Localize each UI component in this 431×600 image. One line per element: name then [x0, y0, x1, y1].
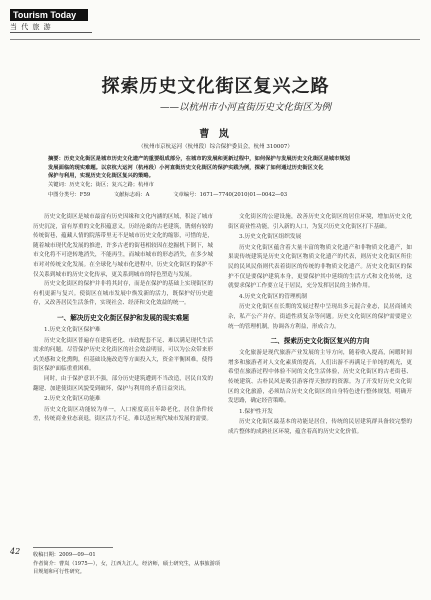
body-paragraph: 历史文化街区是城市最富有历史因缘和文化内涵的区域，积淀了城市历史沉淀，富有厚重的文化积蕴意义。历经沧桑的古老建筑，镌刻有较的传统街巷，蕴藏人情的院落带里无不是城市历史文化的缩影，可惜的是，随着城市现代化发展的推进，许多古老的街巷相较因在挖掘机下倒下，城市文化将不可逆转地消失，不能再生，而城市城市的形态消失，在多少城市对对传统文化发展。在全球化与城市化进程中，历史文化街区的保护不仅关系到城市的历史文化传承，更关系到城市的特色塑造与发展。 — [33, 214, 213, 278]
document-code: 文献标志码：A — [113, 192, 150, 198]
body-paragraph: 历史文化街区功能较为单一，人口密度高且年龄老化，居住条件较差，传统商业业态衰退，街区活力不足，难以适应现代城市发展的需要。 — [33, 406, 213, 423]
footnote-rule — [33, 547, 113, 548]
body-paragraph: 历史文化街区普遍存在建筑老化、市政配套不足、难以满足现代生活需求的问题。尽管保护历史文化街区的社会效益明显，可以为公众带来形式美感和文化熏陶，但基础设施改造等方面投入大，资金平衡困难，使得街区保护面临重重困难。 — [33, 337, 213, 373]
article-meta — [48, 191, 382, 200]
page-number: 42 — [10, 547, 21, 556]
article-title: 探索历史文化街区复兴之路 — [101, 76, 330, 97]
author-name: 曹 岚 — [199, 129, 232, 140]
body-paragraph: 文化街区的公建设施，改善历史文化街区的居住环境，增加历史文化街区商业性功能，引入新的人口，为复兴历史文化街区打下基础。 — [228, 214, 412, 230]
clc-number: 中图分类号：F59 — [48, 192, 91, 198]
page-header — [0, 0, 431, 48]
author-affiliation: （杭州市京杭运河（杭州段）综合保护委员会，杭州 310007） — [138, 144, 293, 150]
section-heading: 一、解决历史文化街区保护和发展的现实难题 — [57, 313, 189, 322]
abstract-line: 保护与利用，实现历史文化街区复兴的策略。 — [48, 173, 154, 179]
body-paragraph: 历史文化街区在长期的发展过程中呈现出多元混合业态，民居商铺夹杂，私产公产并存，街道性质复杂等问题。历史文化街区的保护需要建立统一的管理机制，协调各方利益，形成合力。 — [228, 304, 412, 330]
keywords: 关键词：历史文化；街区；复兴之路；杭州市 — [48, 182, 154, 188]
abstract — [48, 155, 382, 181]
section-heading: 2.历史文化街区功能难 — [44, 396, 101, 403]
body-paragraph: 同时，由于保护意识不强，部分历史建筑遭到不当改造，居民自发的翻建、加建使街区风貌受到破坏，保护与利用的矛盾日益突出。 — [33, 375, 213, 392]
abstract-line: 摘要：历史文化街区是城市历史文化遗产的重要组成部分，在城市的发展和更新过程中，如何保护与发展历史文化街区是城市规划 — [48, 156, 350, 162]
body-paragraph: 历史文化街区的保护并非将其封存，而是在保护的基础上实现街区的有机更新与复兴。使街区在城市发展中焕发新的活力，既保护好历史遗存，又改善居民生活条件，实现社会、经济和文化效益的统一。 — [33, 281, 213, 307]
header-rule — [10, 39, 420, 40]
article-subtitle: ——以杭州市小河直街历史文化街区为例 — [159, 102, 331, 113]
section-heading: 3.历史文化街区组织发展 — [239, 234, 302, 241]
received-date: 收稿日期：2009—09—01 — [33, 552, 96, 558]
body-column-right — [228, 213, 412, 575]
section-heading: 4.历史文化街区的管理机制 — [239, 293, 307, 300]
body-column-left — [33, 213, 213, 535]
footnotes — [33, 551, 223, 577]
section-heading: 1.保护性开发 — [239, 408, 273, 415]
body-paragraph: 文化旅游是现代旅游产业发展的主导方向，随着收入提高，闲暇时间增多和旅游者对人文化素质的提高，人们出游不再满足于单纯的观光，更希望在旅游过程中体验不同的文化生活体验，历史文化街区的古老街巷、传统建筑、古朴民风是吸引游客得天独厚的资源。为了开发好历史文化街区的文化旅游，必须结合历史文化街区的自身特色进行整体规划，明确开发思路，确定经营策略。 — [228, 350, 412, 405]
body-paragraph: 历史文化街区最基本的功能是居住，传统的民居建筑群具备较完整的成片整体的成熟社区环境，蕴含着高的历史文化价值。 — [228, 419, 412, 435]
section-heading: 二、探索历史文化街区复兴的方向 — [270, 337, 370, 346]
body-paragraph: 历史文化街区蕴含着大量丰富的物质文化遗产和非物质文化遗产，如果说传统建筑是历史文化街区物质文化遗产的代表，则历史文化街区所住民的民风民俗则代表着街区的传统的非物质文化遗产。历史文化街区的保护不仅是要保护建筑本身，更要保护其中延续的生活方式和文化传统，这就要求保护工作要立足于居民，充分发挥居民的主体作用。 — [228, 244, 412, 290]
journal-brand-chinese: 当 代 旅 游 — [10, 22, 92, 33]
section-heading: 1.历史文化街区保护难 — [44, 326, 101, 333]
journal-brand: Tourism Today — [10, 9, 88, 21]
author-bio: 作者简介：曹岚（1975—），女，江西九江人，经济师，硕士研究生，从事旅游项目规划和可行性研究。 — [33, 560, 220, 575]
article-number: 文章编号：1671—7740(2010)01—0042—03 — [173, 192, 288, 198]
abstract-line: 发展面临的现实难题。以京杭大运河（杭州段）小河直街历史文化街区的保护实践为例，探索了如何通过历史街区文化 — [48, 164, 324, 171]
